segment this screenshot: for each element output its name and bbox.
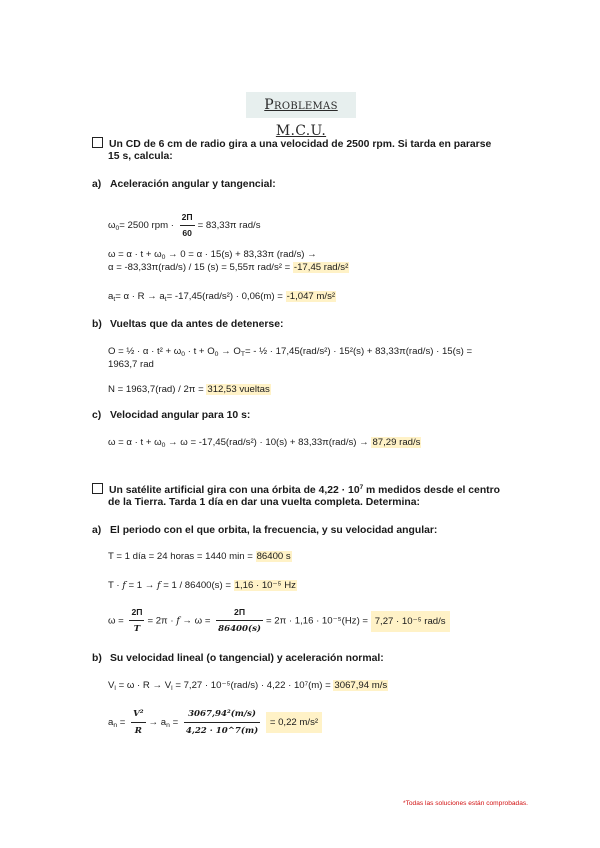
section-2b-heading: b) Su velocidad lineal (o tangencial) y aceleración normal: [92,653,384,664]
page-title: Problemas M.C.U. [246,92,356,118]
eq-tangential-acceleration: $a_t= \alpha \cdot R \to a_t= -17,45(rad/s^2) \cdot 0,06(m) = -1,047$ m/s² [108,291,336,303]
problem-2-statement: Un satélite artificial gira con una órbita de $4,22 \cdot 10^7$ m medidos desde el centro [92,483,500,497]
result-highlight: 1,16 · 10⁻⁵ Hz [234,580,296,591]
checkbox-icon[interactable] [92,483,103,494]
eq-angle: O = ½ · $\alpha \cdot t^2 + \omega_0 \cdot t + O_0 \to O_T=$ - ½ · 17,45(rad/s²) · 15²(s) + 83,33π(rad/s) · 15(s) = [108,346,473,358]
result-highlight: -1,047 m/s² [286,291,336,302]
section-1a-heading: a) Aceleración angular y tangencial: [92,179,276,190]
result-highlight: 86400 s [256,551,291,562]
section-1b-heading: b) Vueltas que da antes de detenerse: [92,319,284,330]
eq-period: T = 1 día = 24 horas = 1440 min = 86400 s [108,551,291,562]
checkbox-icon[interactable] [92,137,103,148]
eq-normal-acceleration: $a_n$ = $\frac{\text{V²}}{R}$ → $a_n$ = $\frac{\text{3067,94²(m/s)}}{4,22 \cdot 10\^{}7(m)}$ = 0,22 m/s² [108,707,322,738]
eq-omega-10s: $\omega = \alpha \cdot t + \omega_0 \to \omega = -17,45(rad/s^2) \cdot 10(s) + 83,33\pi(rad/s) \to 87,29$ rad/s [108,437,421,449]
problem-1-statement: Un CD de 6 cm de radio gira a una velocidad de 2500 rpm. Si tarda en pararse [92,137,491,151]
result-highlight: -17,45 rad/s² [293,262,349,273]
result-highlight: = 0,22 m/s² [266,712,322,733]
fraction: $\frac{\text{V²}}{R}$ [133,709,144,736]
eq-turns: N = 1963,7(rad) / 2π = 312,53 vueltas [108,384,270,395]
section-2a-heading: a) El periodo con el que orbita, la frecuencia, y su velocidad angular: [92,525,438,536]
eq-angle-cont: 1963,7 rad [108,359,154,370]
result-highlight: 3067,94 m/s [334,680,388,691]
fraction: $\frac{\text{3067,94²(m/s)}}{4,22 \cdot 10\^{}7(m)}$ [185,709,259,736]
eq-angular-velocity: ω = $\frac{2\Pi}{T}$ = 2π · f → ω = $\frac{2\Pi}{86400(s)}$ = 2π · 1,16 · 10⁻⁵(Hz) = 7,27 · 10⁻⁵ rad/s [108,606,450,636]
eq-frequency: T · f = 1 → f = 1 / 86400(s) = 1,16 · 10⁻⁵ Hz [108,580,296,591]
result-highlight: 87,29 rad/s [372,437,421,448]
eq-omega0: $\omega_0= 2500$ rpm · $\frac{2\Pi}{60}$ = 83,33π rad/s [108,212,261,238]
problem-1-statement-cont: 15 s, calcula: [108,151,173,162]
result-highlight: 312,53 vueltas [207,384,270,395]
eq-alpha: α = -83,33π(rad/s) / 15 (s) = 5,55π rad/s² = -17,45 rad/s² [108,262,349,273]
footnote: *Todas las soluciones están comprobadas. [403,800,528,807]
eq-linear-velocity: $V_l = \omega \cdot R \to V_l = 7,27 \cdot 10^{-5}(rad/s) \cdot 4,22 \cdot 10^7(m) = 3067,94$ m/s [108,680,388,692]
problem-2-statement-cont: de la Tierra. Tarda 1 día en dar una vuelta completa. Determina: [108,497,421,508]
fraction: $\frac{2\Pi}{60}$ [181,212,193,238]
eq-omega-relation: $\omega = \alpha \cdot t + \omega_0 \to 0 = \alpha \cdot 15(s) + 83,33\pi$ (rad/s) → [108,249,317,261]
result-highlight: 7,27 · 10⁻⁵ rad/s [371,611,450,632]
fraction: $\frac{2\Pi}{T}$ [131,607,143,634]
fraction: $\frac{2\Pi}{86400(s)}$ [218,607,261,634]
section-1c-heading: c) Velocidad angular para 10 s: [92,410,251,421]
